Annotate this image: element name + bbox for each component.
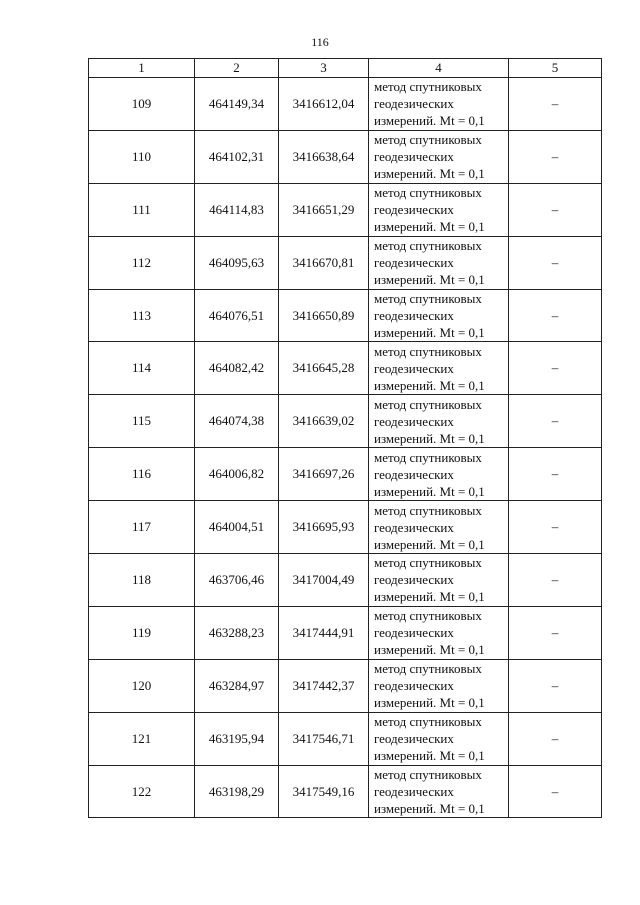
coord-y: 3417444,91: [279, 606, 369, 659]
method-line-3: измерений. Mt = 0,1: [374, 325, 485, 340]
method-description: [369, 289, 509, 342]
col5-dash: –: [509, 342, 602, 395]
col5-dash: –: [509, 765, 602, 818]
coord-x: 463198,29: [195, 765, 279, 818]
coord-y: 3416651,29: [279, 183, 369, 236]
method-description: [369, 183, 509, 236]
col5-dash: –: [509, 236, 602, 289]
coord-y: 3416650,89: [279, 289, 369, 342]
method-description: [369, 236, 509, 289]
table-row: [89, 501, 602, 554]
header-col-1: 1: [89, 59, 195, 78]
table-row: [89, 236, 602, 289]
point-number: 113: [89, 289, 195, 342]
method-description: [369, 659, 509, 712]
table-row: [89, 289, 602, 342]
method-line-2: геодезических: [374, 466, 454, 482]
method-line-3: измерений. Mt = 0,1: [374, 589, 485, 605]
method-line-3: измерений. Mt = 0,1: [374, 166, 485, 182]
method-line-3: измерений. Mt = 0,1: [374, 748, 485, 764]
col5-dash: –: [509, 395, 602, 448]
method-line-1: метод спутниковых: [374, 132, 482, 148]
method-line-2: геодезических: [374, 202, 454, 218]
point-number: 114: [89, 342, 195, 395]
point-number: 120: [89, 659, 195, 712]
method-line-2: геодезических: [374, 255, 454, 271]
table-row: [89, 606, 602, 659]
method-line-1: метод спутниковых: [374, 396, 482, 412]
point-number: 119: [89, 606, 195, 659]
coord-x: 464149,34: [195, 78, 279, 131]
method-line-2: геодезических: [374, 413, 454, 429]
coord-x: 464076,51: [195, 289, 279, 342]
method-description: [369, 448, 509, 501]
method-description: [369, 130, 509, 183]
coord-y: 3416612,04: [279, 78, 369, 131]
table-row: [89, 342, 602, 395]
col5-dash: –: [509, 289, 602, 342]
coord-x: 463195,94: [195, 712, 279, 765]
method-line-2: геодезических: [374, 731, 454, 747]
method-line-3: измерений. Mt = 0,1: [374, 113, 485, 129]
method-line-3: измерений. Mt = 0,1: [374, 536, 485, 552]
method-line-3: измерений. Mt = 0,1: [374, 695, 485, 711]
coord-y: 3416697,26: [279, 448, 369, 501]
point-number: 109: [89, 78, 195, 131]
point-number: 112: [89, 236, 195, 289]
method-line-3: измерений. Mt = 0,1: [374, 642, 485, 658]
col5-dash: –: [509, 606, 602, 659]
method-line-2: геодезических: [374, 96, 454, 112]
table-row: [89, 183, 602, 236]
table-row: [89, 78, 602, 131]
method-line-2: геодезических: [374, 678, 454, 694]
table-row: [89, 395, 602, 448]
page-number: 116: [311, 35, 329, 49]
method-line-3: измерений. Mt = 0,1: [374, 219, 485, 235]
col5-dash: –: [509, 183, 602, 236]
point-number: 111: [89, 183, 195, 236]
method-line-1: метод спутниковых: [374, 767, 482, 783]
col5-dash: –: [509, 130, 602, 183]
col5-dash: –: [509, 78, 602, 131]
method-line-1: метод спутниковых: [374, 449, 482, 465]
method-description: [369, 78, 509, 131]
table-row: [89, 554, 602, 607]
method-line-2: геодезических: [374, 572, 454, 588]
method-line-2: геодезических: [374, 308, 454, 323]
method-line-3: измерений. Mt = 0,1: [374, 377, 485, 393]
method-line-1: метод спутниковых: [374, 714, 482, 730]
table-row: [89, 448, 602, 501]
table-row: [89, 712, 602, 765]
point-number: 121: [89, 712, 195, 765]
col5-dash: –: [509, 501, 602, 554]
coord-x: 464074,38: [195, 395, 279, 448]
method-description: [369, 765, 509, 818]
point-number: 122: [89, 765, 195, 818]
method-description: [369, 342, 509, 395]
method-line-1: метод спутниковых: [374, 291, 482, 306]
header-col-2: 2: [195, 59, 279, 78]
method-line-2: геодезических: [374, 149, 454, 165]
coord-y: 3417004,49: [279, 554, 369, 607]
method-line-1: метод спутниковых: [374, 555, 482, 571]
method-line-3: измерений. Mt = 0,1: [374, 801, 485, 817]
method-description: [369, 554, 509, 607]
header-col-5: 5: [509, 59, 602, 78]
method-line-2: геодезических: [374, 519, 454, 535]
method-line-1: метод спутниковых: [374, 608, 482, 624]
col5-dash: –: [509, 448, 602, 501]
method-line-1: метод спутниковых: [374, 79, 482, 95]
coord-x: 464095,63: [195, 236, 279, 289]
coord-x: 464006,82: [195, 448, 279, 501]
coord-x: 464114,83: [195, 183, 279, 236]
method-line-1: метод спутниковых: [374, 343, 482, 359]
method-line-3: измерений. Mt = 0,1: [374, 272, 485, 288]
coord-y: 3416695,93: [279, 501, 369, 554]
coord-x: 463284,97: [195, 659, 279, 712]
header-col-4: 4: [369, 59, 509, 78]
table-body: [89, 78, 602, 818]
table-row: [89, 130, 602, 183]
header-row: [89, 59, 602, 78]
coord-x: 464082,42: [195, 342, 279, 395]
method-line-2: геодезических: [374, 784, 454, 800]
method-description: [369, 712, 509, 765]
method-line-2: геодезических: [374, 625, 454, 641]
point-number: 110: [89, 130, 195, 183]
coord-x: 463706,46: [195, 554, 279, 607]
point-number: 115: [89, 395, 195, 448]
col5-dash: –: [509, 659, 602, 712]
method-line-2: геодезических: [374, 360, 454, 376]
point-number: 117: [89, 501, 195, 554]
col5-dash: –: [509, 712, 602, 765]
coord-y: 3416639,02: [279, 395, 369, 448]
coord-y: 3417549,16: [279, 765, 369, 818]
header-col-3: 3: [279, 59, 369, 78]
method-line-3: измерений. Mt = 0,1: [374, 483, 485, 499]
coord-x: 463288,23: [195, 606, 279, 659]
coord-y: 3417442,37: [279, 659, 369, 712]
method-line-1: метод спутниковых: [374, 661, 482, 677]
coordinates-table: [88, 58, 602, 818]
coord-y: 3416638,64: [279, 130, 369, 183]
coord-y: 3417546,71: [279, 712, 369, 765]
point-number: 116: [89, 448, 195, 501]
method-description: [369, 395, 509, 448]
method-description: [369, 606, 509, 659]
col5-dash: –: [509, 554, 602, 607]
method-line-1: метод спутниковых: [374, 502, 482, 518]
coord-x: 464004,51: [195, 501, 279, 554]
method-description: [369, 501, 509, 554]
method-line-1: метод спутниковых: [374, 185, 482, 201]
table-row: [89, 659, 602, 712]
coord-x: 464102,31: [195, 130, 279, 183]
point-number: 118: [89, 554, 195, 607]
coord-y: 3416670,81: [279, 236, 369, 289]
coord-y: 3416645,28: [279, 342, 369, 395]
method-line-3: измерений. Mt = 0,1: [374, 430, 485, 446]
method-line-1: метод спутниковых: [374, 238, 482, 254]
table-row: [89, 765, 602, 818]
